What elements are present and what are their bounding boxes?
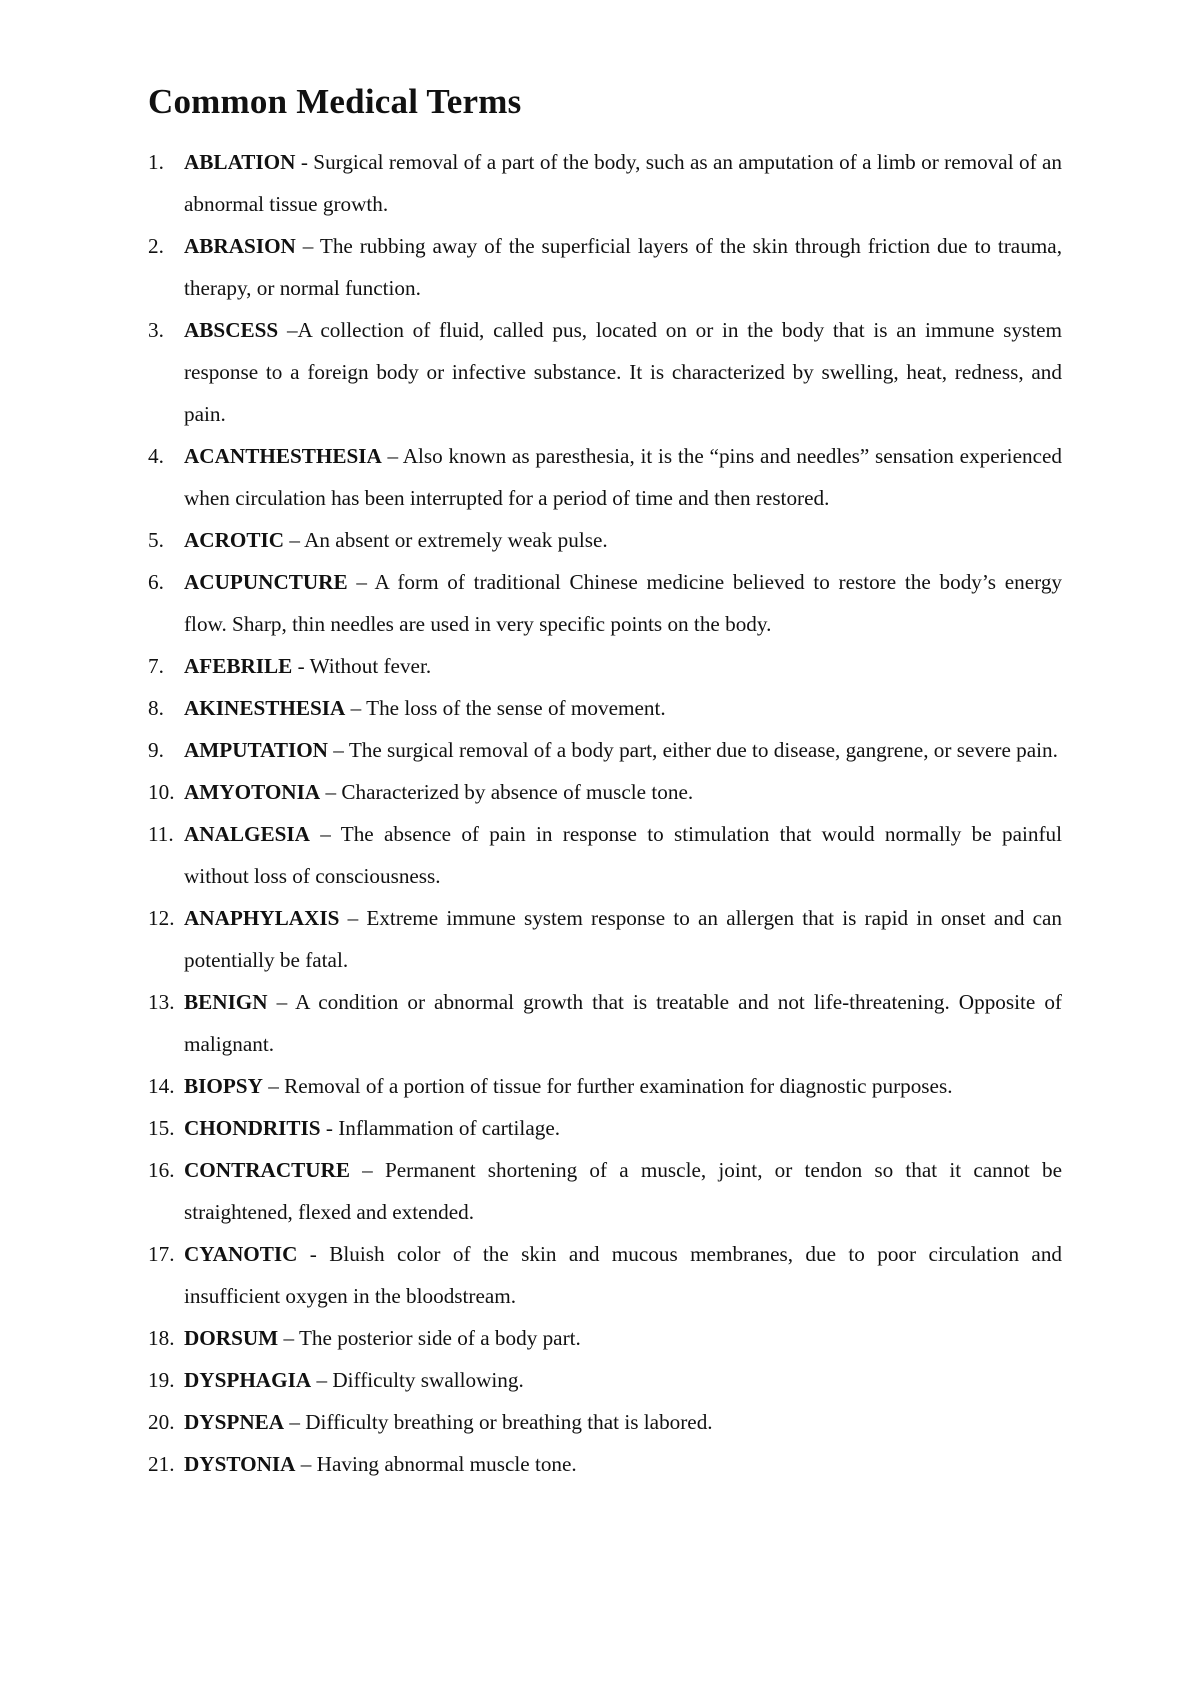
term-name: ABLATION xyxy=(184,150,296,174)
term-definition: The absence of pain in response to stimulation that would normally be painful without loss of consciousness. xyxy=(184,822,1062,888)
item-number: 8. xyxy=(148,696,164,720)
term-name: AMPUTATION xyxy=(184,738,328,762)
term-separator: – xyxy=(309,822,341,846)
term-list xyxy=(148,141,1062,1485)
term-definition: The rubbing away of the superficial layers of the skin through friction due to trauma, therapy, or normal function. xyxy=(184,234,1062,300)
list-item xyxy=(148,1317,1062,1359)
item-number: 3. xyxy=(148,318,164,342)
list-item xyxy=(148,897,1062,981)
term-separator: – xyxy=(295,1452,317,1476)
item-number: 15. xyxy=(148,1116,175,1140)
list-item xyxy=(148,813,1062,897)
list-item xyxy=(148,729,1062,771)
term-name: DYSPNEA xyxy=(184,1410,285,1434)
item-number: 7. xyxy=(148,654,164,678)
term-name: DYSPHAGIA xyxy=(184,1368,312,1392)
list-item xyxy=(148,519,1062,561)
term-name: CONTRACTURE xyxy=(184,1158,350,1182)
term-name: AMYOTONIA xyxy=(184,780,321,804)
page-title: Common Medical Terms xyxy=(148,82,522,121)
item-number: 2. xyxy=(148,234,164,258)
term-definition: The posterior side of a body part. xyxy=(298,1326,581,1350)
term-name: AFEBRILE xyxy=(184,654,293,678)
term-definition: Permanent shortening of a muscle, joint, or tendon so that it cannot be straightened, flexed and extended. xyxy=(184,1158,1063,1224)
item-number: 5. xyxy=(148,528,164,552)
term-name: BIOPSY xyxy=(184,1074,263,1098)
item-number: 17. xyxy=(148,1242,175,1266)
list-item xyxy=(148,225,1062,309)
term-separator: – xyxy=(262,1074,285,1098)
term-separator: - xyxy=(320,1116,339,1140)
item-number: 13. xyxy=(148,990,175,1014)
term-name: ANAPHYLAXIS xyxy=(184,906,340,930)
term-definition: Difficulty swallowing. xyxy=(332,1368,524,1392)
term-definition: A form of traditional Chinese medicine believed to restore the body’s energy flow. Sharp, thin needles are used in very specific points on the body. xyxy=(184,570,1063,636)
term-separator: – xyxy=(278,318,298,342)
item-number: 1. xyxy=(148,150,164,174)
item-number: 21. xyxy=(148,1452,175,1476)
term-name: BENIGN xyxy=(184,990,268,1014)
term-name: ACROTIC xyxy=(184,528,285,552)
term-name: CHONDRITIS xyxy=(184,1116,321,1140)
term-definition: The loss of the sense of movement. xyxy=(366,696,666,720)
item-number: 10. xyxy=(148,780,175,804)
term-definition: A condition or abnormal growth that is treatable and not life-threatening. Opposite of malignant. xyxy=(184,990,1062,1056)
item-number: 18. xyxy=(148,1326,175,1350)
term-definition: The surgical removal of a body part, either due to disease, gangrene, or severe pain. xyxy=(348,738,1058,762)
list-item xyxy=(148,981,1062,1065)
term-separator: – xyxy=(284,1410,306,1434)
term-name: DORSUM xyxy=(184,1326,279,1350)
term-definition: Having abnormal muscle tone. xyxy=(316,1452,577,1476)
term-definition: Extreme immune system response to an allergen that is rapid in onset and can potentially be fatal. xyxy=(184,906,1063,972)
term-separator: - xyxy=(292,654,310,678)
term-name: DYSTONIA xyxy=(184,1452,296,1476)
term-definition: An absent or extremely weak pulse. xyxy=(304,528,608,552)
term-definition: Characterized by absence of muscle tone. xyxy=(341,780,694,804)
item-number: 19. xyxy=(148,1368,175,1392)
term-definition: Surgical removal of a part of the body, such as an amputation of a limb or removal of an abnormal tissue growth. xyxy=(184,150,1063,216)
list-item xyxy=(148,771,1062,813)
list-item xyxy=(148,435,1062,519)
term-separator: - xyxy=(297,1242,330,1266)
term-definition: Also known as paresthesia, it is the “pins and needles” sensation experienced when circulation has been interrupted for a period of time and then restored. xyxy=(184,444,1062,510)
list-item xyxy=(148,309,1062,435)
list-item xyxy=(148,1233,1062,1317)
term-definition: Inflammation of cartilage. xyxy=(338,1116,561,1140)
term-name: ANALGESIA xyxy=(184,822,310,846)
term-separator: – xyxy=(278,1326,299,1350)
term-definition: Bluish color of the skin and mucous membranes, due to poor circulation and insufficient oxygen in the bloodstream. xyxy=(184,1242,1063,1308)
item-number: 20. xyxy=(148,1410,175,1434)
term-separator: – xyxy=(347,570,375,594)
list-item xyxy=(148,645,1062,687)
item-number: 12. xyxy=(148,906,175,930)
term-separator: – xyxy=(339,906,367,930)
term-separator: – xyxy=(328,738,349,762)
item-number: 16. xyxy=(148,1158,175,1182)
list-item xyxy=(148,1401,1062,1443)
term-definition: Without fever. xyxy=(309,654,432,678)
list-item xyxy=(148,687,1062,729)
term-definition: A collection of fluid, called pus, located on or in the body that is an immune system response to a foreign body or infective substance. It is characterized by swelling, heat, redness, and pain. xyxy=(184,318,1063,426)
term-separator: – xyxy=(381,444,403,468)
term-name: ACUPUNCTURE xyxy=(184,570,348,594)
term-separator: – xyxy=(267,990,296,1014)
term-definition: Removal of a portion of tissue for further examination for diagnostic purposes. xyxy=(284,1074,953,1098)
term-separator: – xyxy=(349,1158,385,1182)
term-separator: – xyxy=(311,1368,333,1392)
term-separator: - xyxy=(295,150,314,174)
term-separator: – xyxy=(320,780,342,804)
term-definition: Difficulty breathing or breathing that is labored. xyxy=(305,1410,713,1434)
term-separator: – xyxy=(295,234,320,258)
term-separator: – xyxy=(284,528,305,552)
term-name: ABSCESS xyxy=(184,318,279,342)
term-name: ACANTHESTHESIA xyxy=(184,444,382,468)
list-item xyxy=(148,1065,1062,1107)
item-number: 11. xyxy=(148,822,174,846)
item-number: 14. xyxy=(148,1074,175,1098)
list-item xyxy=(148,561,1062,645)
term-separator: – xyxy=(345,696,367,720)
item-number: 9. xyxy=(148,738,164,762)
list-item xyxy=(148,141,1062,225)
list-item xyxy=(148,1107,1062,1149)
item-number: 4. xyxy=(148,444,164,468)
term-name: ABRASION xyxy=(184,234,296,258)
list-item xyxy=(148,1443,1062,1485)
item-number: 6. xyxy=(148,570,164,594)
list-item xyxy=(148,1149,1062,1233)
term-name: CYANOTIC xyxy=(184,1242,298,1266)
list-item xyxy=(148,1359,1062,1401)
term-name: AKINESTHESIA xyxy=(184,696,346,720)
